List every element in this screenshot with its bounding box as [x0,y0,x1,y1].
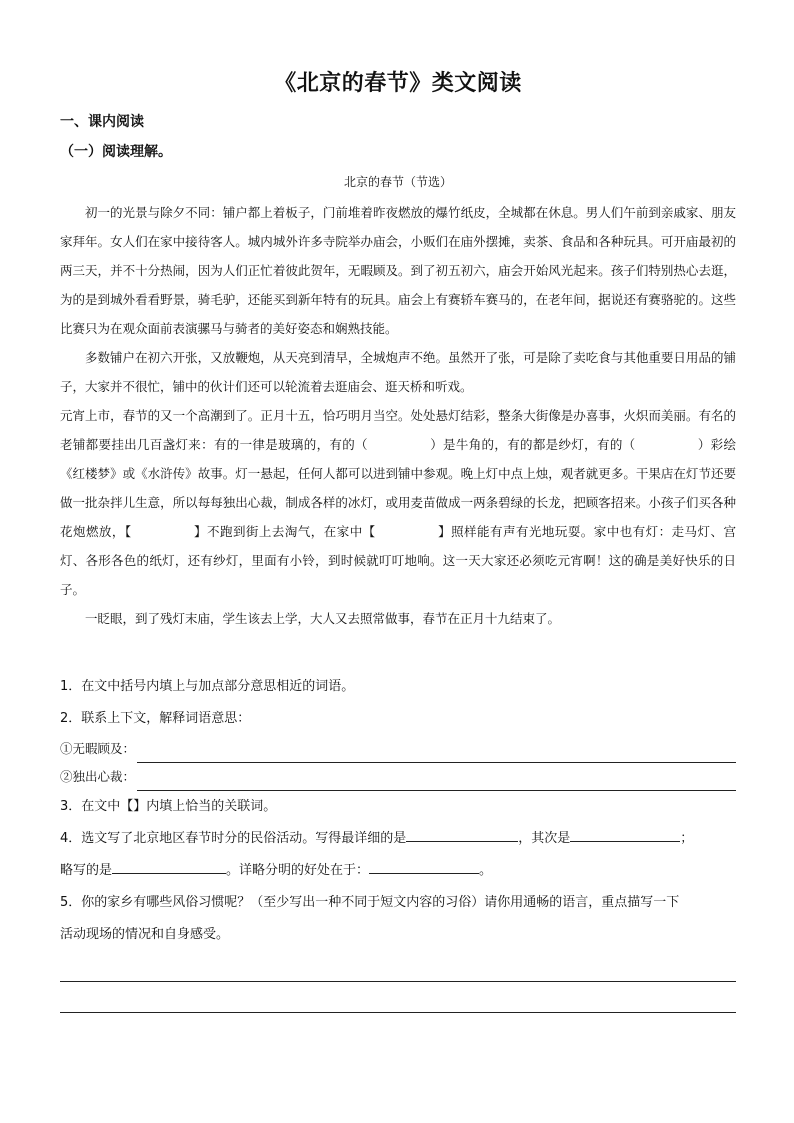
paragraph-3-part-c: ）彩绘《红楼梦》或《水浒传》故事。灯一悬起，任何人都可以进到铺中参观。晚上灯中点上烛，观者就更多。干果店在灯节还要做一批杂拌儿生意，所以每每独出心裁，制成各样的冰灯，或用麦苗做成一两条碧绿的长龙，把顾客招来。小孩子们买各种花炮燃放，【 [60,437,736,539]
answer-line-2b[interactable] [137,770,736,791]
passage-title: 北京的春节（节选） [343,175,452,189]
page-title: 《北京的春节》类文阅读 [274,70,522,96]
question-4-text-c: ； [680,831,694,846]
question-3: 3．在文中【】内填上恰当的关联词。 [60,799,277,814]
subsection-heading: （一）阅读理解。 [60,144,172,160]
answer-blank-most-detailed[interactable] [406,825,518,842]
passage-paragraph-2: 多数铺户在初六开张，又放鞭炮，从天亮到清早，全城炮声不绝。虽然开了张，可是除了卖吃食与其他重要日用品的铺子，大家并不很忙，铺中的伙计们还可以轮流着去逛庙会、逛天桥和听戏。 [60,350,736,394]
passage-paragraph-1: 初一的光景与除夕不同：铺户都上着板子，门前堆着昨夜燃放的爆竹纸皮，全城都在休息。男人们午前到亲戚家、朋友家拜年。女人们在家中接待客人。城内城外许多寺院举办庙会，小贩们在庙外摆摊，卖茶、食品和各种玩具。可开庙最初的两三天，并不十分热闹，因为人们正忙着彼此贺年，无暇顾及。到了初五初六，庙会开始风光起来。孩子们特别热心去逛，为的是到城外看看野景，骑毛驴，还能买到新年特有的玩具。庙会上有赛轿车赛马的，在老年间，据说还有赛骆驼的。这些比赛只为在观众面前表演骡马与骑者的美好姿态和娴熟技能。 [60,205,736,336]
spacer [60,633,736,671]
question-4-text-b: ，其次是 [518,831,571,846]
question-5-line-2: 活动现场的情况和自身感受。 [60,927,230,942]
question-2b-label: ②独出心裁： [60,769,136,784]
paragraph-3-part-d: 】不跑到街上去淘气，在家中【 [193,524,376,539]
answer-blank-brief[interactable] [112,857,226,874]
paragraph-3-part-b: ）是牛角的，有的都是纱灯，有的（ [429,437,636,452]
answer-line-5a[interactable] [60,951,736,982]
question-1: 1．在文中括号内填上与加点部分意思相近的词语。 [60,679,355,694]
question-4-text-d: 略写的是 [60,863,113,878]
answer-line-2a[interactable] [137,742,736,763]
answer-blank-second[interactable] [570,825,680,842]
paragraph-3-part-a: 元宵上市，春节的又一个高潮到了。正月十五，恰巧明月当空。处处悬灯结彩，整条大街像是办喜事，火炽而美丽。有名的老铺都要挂出几百盏灯来：有的一律是玻璃的，有的（ [60,408,736,452]
section-heading: 一、课内阅读 [60,114,144,130]
question-2b-row [60,763,736,791]
answer-line-5b[interactable] [60,982,736,1013]
worksheet-page [60,66,736,1013]
question-2: 2．联系上下文，解释词语意思： [60,711,251,726]
answer-blank-benefit[interactable] [369,857,479,874]
question-2a-label: ①无暇顾及： [60,741,136,756]
question-5-line-1: 5．你的家乡有哪些风俗习惯呢？（至少写出一种不同于短文内容的习俗）请你用通畅的语言，重点描写一下 [60,895,680,910]
question-4-line-2 [60,855,736,887]
question-4-text-a: 4．选文写了北京地区春节时分的民俗活动。写得最详细的是 [60,831,407,846]
question-4-text-e: 。详略分明的好处在于： [226,863,370,878]
question-4-line-1 [60,823,736,855]
question-2a-row [60,735,736,763]
passage-paragraph-3 [60,401,736,604]
passage-paragraph-4: 一眨眼，到了残灯末庙，学生该去上学，大人又去照常做事，春节在正月十九结束了。 [85,611,561,626]
question-4-text-f: 。 [479,863,493,878]
paragraph-3-part-e: 】照样能有声有光地玩耍。家中也有灯：走马灯、宫灯、各形各色的纸灯，还有纱灯，里面有小铃，到时候就叮叮地响。这一天大家还必须吃元宵啊！这的确是美好快乐的日子。 [60,524,736,597]
